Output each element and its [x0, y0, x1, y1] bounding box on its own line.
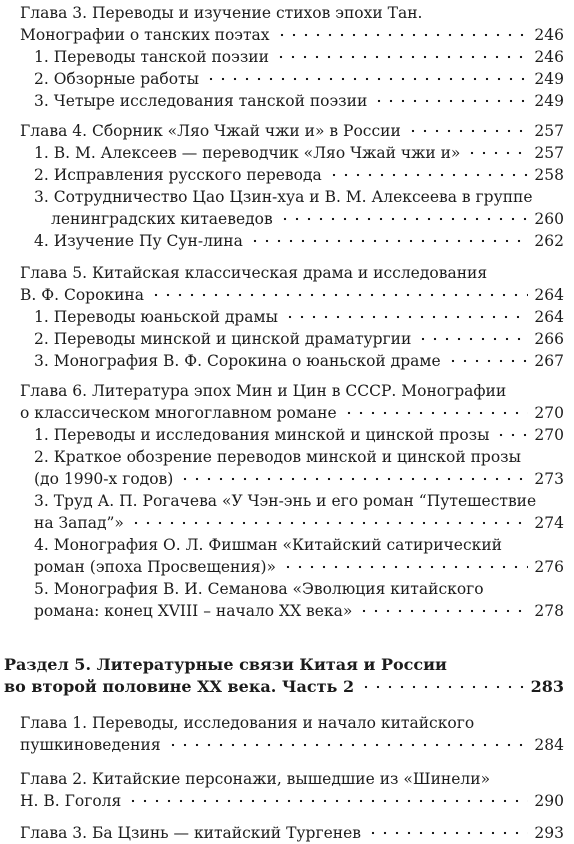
page-number: 258	[534, 166, 564, 184]
page-number: 270	[534, 426, 564, 444]
toc-entry[interactable]: 3. Монография В. Ф. Сорокина о юаньской драме 267	[34, 352, 564, 370]
page-number: 246	[534, 48, 564, 66]
chapter-2-title[interactable]: Глава 2. Китайские персонажи, вышедшие из «Шинели»	[20, 770, 491, 788]
toc-entry[interactable]: 4. Монография О. Л. Фишман «Китайский сатирический	[34, 536, 502, 554]
toc-entry[interactable]: 5. Монография В. И. Семанова «Эволюция китайского	[34, 580, 484, 598]
page-number: 284	[534, 736, 564, 754]
chapter-1-title-cont[interactable]: пушкиноведения 284	[20, 736, 564, 754]
chapter-6-title-cont[interactable]: о классическом многоглавном романе 270	[20, 404, 564, 422]
page-number: 274	[534, 514, 564, 532]
toc-entry[interactable]: 2. Краткое обозрение переводов минской и цинской прозы	[34, 448, 521, 466]
chapter-5-title[interactable]: Глава 5. Китайская классическая драма и исследования	[20, 264, 488, 282]
chapter-2-title-cont[interactable]: Н. В. Гоголя 290	[20, 792, 564, 810]
page-number: 249	[534, 92, 564, 110]
toc-entry-cont[interactable]: ленинградских китаеведов 260	[51, 210, 564, 228]
page-number: 267	[534, 352, 564, 370]
page-number: 290	[534, 792, 564, 810]
toc-entry[interactable]: 1. Переводы танской поэзии 246	[34, 48, 564, 66]
page-number: 270	[534, 404, 564, 422]
page-number: 293	[534, 824, 564, 842]
toc-entry[interactable]: 1. В. М. Алексеев — переводчик «Ляо Чжай чжи и» 257	[34, 144, 564, 162]
page-number: 260	[534, 210, 564, 228]
toc-entry-cont[interactable]: роман (эпоха Просвещения)» 276	[34, 558, 564, 576]
chapter-3-part2-title[interactable]: Глава 3. Ба Цзинь — китайский Тургенев 293	[20, 824, 564, 842]
toc-entry-cont[interactable]: на Запад”» 274	[34, 514, 564, 532]
toc-entry[interactable]: 2. Исправления русского перевода 258	[34, 166, 564, 184]
page-number: 283	[530, 677, 564, 696]
page-number: 276	[534, 558, 564, 576]
section-5-title[interactable]: Раздел 5. Литературные связи Китая и России	[4, 655, 447, 674]
chapter-5-title-cont[interactable]: В. Ф. Сорокина 264	[20, 286, 564, 304]
page-number: 278	[534, 602, 564, 620]
page-number: 257	[534, 122, 564, 140]
toc-entry[interactable]: 4. Изучение Пу Сун-лина 262	[34, 232, 564, 250]
chapter-4-title[interactable]: Глава 4. Сборник «Ляо Чжай чжи и» в России 257	[20, 122, 564, 140]
toc-entry[interactable]: 3. Четыре исследования танской поэзии 249	[34, 92, 564, 110]
chapter-3-title[interactable]: Глава 3. Переводы и изучение стихов эпохи Тан.	[20, 4, 423, 22]
chapter-1-title[interactable]: Глава 1. Переводы, исследования и начало китайского	[20, 714, 475, 732]
page-number: 273	[534, 470, 564, 488]
section-5-title-cont[interactable]: во второй половине XX века. Часть 2 283	[4, 677, 564, 696]
chapter-3-title-cont[interactable]: Монографии о танских поэтах 246	[20, 26, 564, 44]
toc-entry[interactable]: 3. Сотрудничество Цао Цзин-хуа и В. М. Алексеева в группе	[34, 188, 533, 206]
toc-entry[interactable]: 1. Переводы юаньской драмы 264	[34, 308, 564, 326]
chapter-6-title[interactable]: Глава 6. Литература эпох Мин и Цин в СССР. Монографии	[20, 382, 507, 400]
toc-entry[interactable]: 2. Обзорные работы 249	[34, 70, 564, 88]
page-number: 262	[534, 232, 564, 250]
toc-entry-cont[interactable]: (до 1990-х годов) 273	[34, 470, 564, 488]
toc-entry[interactable]: 2. Переводы минской и цинской драматургии 266	[34, 330, 564, 348]
toc-entry[interactable]: 3. Труд А. П. Рогачева «У Чэн-энь и его роман “Путешествие	[34, 492, 537, 510]
page-number: 264	[534, 286, 564, 304]
page-number: 257	[534, 144, 564, 162]
page-number: 249	[534, 70, 564, 88]
toc-entry[interactable]: 1. Переводы и исследования минской и цинской прозы 270	[34, 426, 564, 444]
toc-entry-cont[interactable]: романа: конец XVIII – начало XX века» 278	[34, 602, 564, 620]
page-number: 264	[534, 308, 564, 326]
page-number: 266	[534, 330, 564, 348]
page-number: 246	[534, 26, 564, 44]
